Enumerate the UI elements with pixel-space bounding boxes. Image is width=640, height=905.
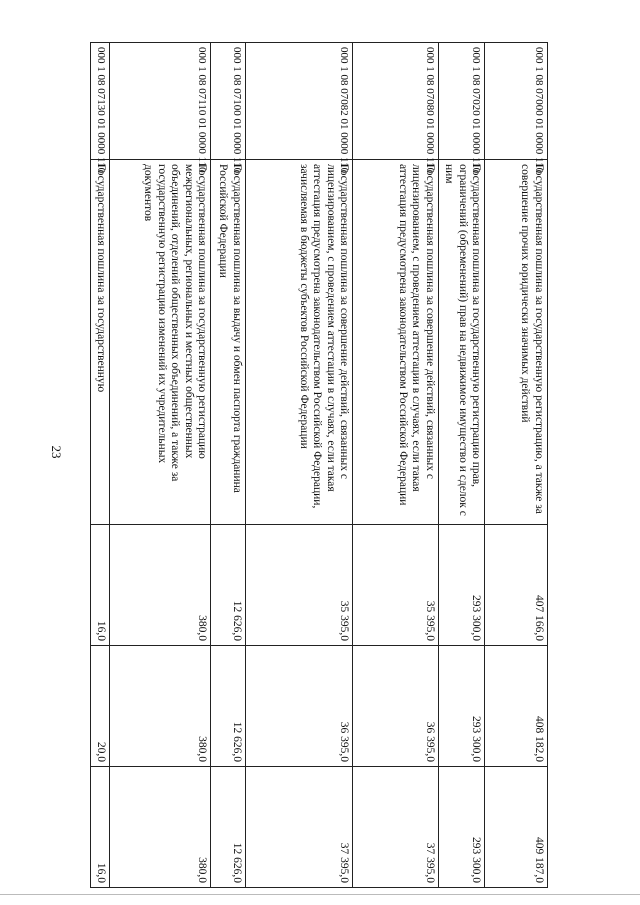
page-number: 23: [49, 445, 64, 459]
value-year-2: 36 395,0: [353, 646, 438, 767]
table-row: [353, 43, 438, 888]
revenue-name: Государственная пошлина за государственную регистрацию межрегиональных, региональных и местных общественных объединений, отделений общественных объединений, а также за государственную регистрацию изменений их учредительных документов: [109, 160, 210, 525]
budget-table-rotated: [90, 42, 548, 883]
value-year-3: 37 395,0: [245, 767, 353, 888]
revenue-name: Государственная пошлина за государственную регистрацию прав, ограничений (обременений) прав на недвижимое имущество и сделок с ним: [438, 160, 484, 525]
revenue-name: Государственная пошлина за государственную: [91, 160, 110, 525]
value-year-3: 12 626,0: [211, 767, 246, 888]
budget-code: 000 1 08 07130 01 0000 110: [91, 43, 110, 160]
value-year-1: 293 300,0: [438, 525, 484, 646]
value-year-3: 37 395,0: [353, 767, 438, 888]
table-row: [91, 43, 110, 888]
budget-code: 000 1 08 07020 01 0000 110: [438, 43, 484, 160]
table-row: [109, 43, 210, 888]
budget-code: 000 1 08 07100 01 0000 110: [211, 43, 246, 160]
value-year-2: 12 626,0: [211, 646, 246, 767]
table-row: [485, 43, 548, 888]
table-row: [211, 43, 246, 888]
value-year-3: 409 187,0: [485, 767, 548, 888]
page-bottom-line: [0, 894, 640, 895]
revenue-name: Государственная пошлина за совершение действий, связанных с лицензированием, с проведением аттестации в случаях, если такая аттестация предусмотрена законодательством Российской Федерации: [353, 160, 438, 525]
budget-code: 000 1 08 07110 01 0000 110: [109, 43, 210, 160]
budget-revenue-table: [90, 42, 548, 888]
value-year-2: 36 395,0: [245, 646, 353, 767]
value-year-2: 20,0: [91, 646, 110, 767]
value-year-1: 35 395,0: [353, 525, 438, 646]
value-year-2: 380,0: [109, 646, 210, 767]
revenue-name: Государственная пошлина за выдачу и обмен паспорта гражданина Российской Федерации: [211, 160, 246, 525]
value-year-2: 293 300,0: [438, 646, 484, 767]
value-year-1: 35 395,0: [245, 525, 353, 646]
value-year-1: 407 166,0: [485, 525, 548, 646]
budget-code: 000 1 08 07000 01 0000 110: [485, 43, 548, 160]
value-year-3: 293 300,0: [438, 767, 484, 888]
value-year-2: 408 182,0: [485, 646, 548, 767]
value-year-3: 380,0: [109, 767, 210, 888]
revenue-name: Государственная пошлина за государственную регистрацию, а также за совершение прочих юридически значимых действий: [485, 160, 548, 525]
value-year-1: 12 626,0: [211, 525, 246, 646]
table-row: [245, 43, 353, 888]
value-year-3: 16,0: [91, 767, 110, 888]
budget-code: 000 1 08 07080 01 0000 110: [353, 43, 438, 160]
revenue-name: Государственная пошлина за совершение действий, связанных с лицензированием, с проведением аттестации в случаях, если такая аттестация предусмотрена законодательством Российской Федерации, зачисляемая в бюджеты субъектов Российской Федерации: [245, 160, 353, 525]
value-year-1: 380,0: [109, 525, 210, 646]
table-row: [438, 43, 484, 888]
budget-code: 000 1 08 07082 01 0000 110: [245, 43, 353, 160]
value-year-1: 16,0: [91, 525, 110, 646]
